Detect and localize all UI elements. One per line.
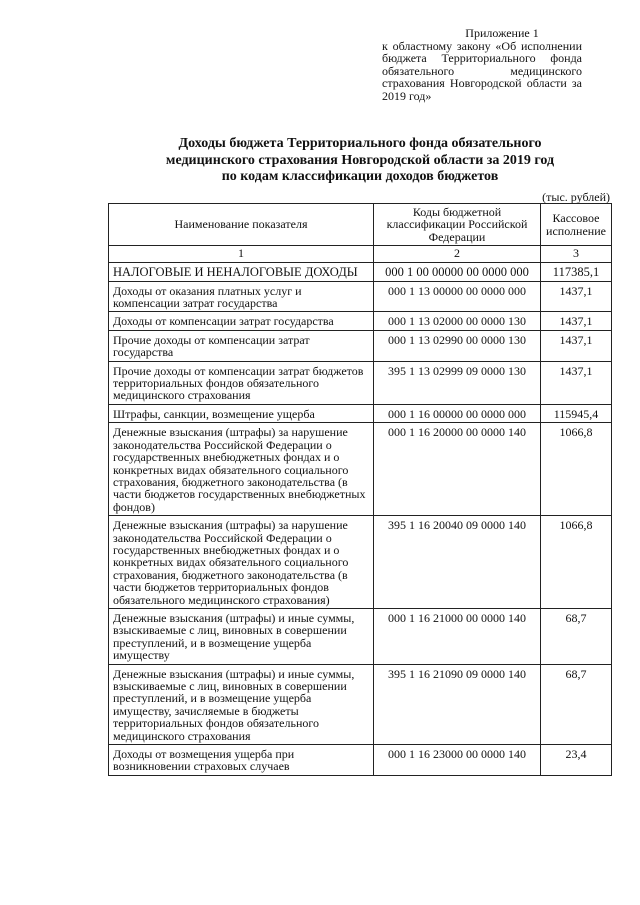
row-name: Доходы от возмещения ущерба при возникновении страховых случаев: [109, 745, 374, 776]
table-row: [109, 361, 612, 404]
table-row: [109, 423, 612, 516]
column-number-row: [109, 246, 612, 263]
row-code: 000 1 16 20000 00 0000 140: [374, 423, 541, 516]
row-code: 395 1 13 02999 09 0000 130: [374, 361, 541, 404]
appendix-block: [382, 27, 582, 102]
row-name: Прочие доходы от компенсации затрат бюджетов территориальных фондов обязательного медицинского страхования: [109, 361, 374, 404]
row-name: Денежные взыскания (штрафы) и иные суммы, взыскиваемые с лиц, виновных в совершении преступлений, и в возмещение ущерба имуществу, зачисляемые в бюджеты территориальных фондов обязательного медицинского страхования: [109, 664, 374, 744]
row-name: Денежные взыскания (штрафы) за нарушение законодательства Российской Федерации о государственных внебюджетных фондах и о конкретных видах обязательного социального страхования, бюджетного законодательства (в части бюджетов государственных внебюджетных фондов): [109, 423, 374, 516]
row-name: Штрафы, санкции, возмещение ущерба: [109, 404, 374, 422]
row-code: 000 1 16 23000 00 0000 140: [374, 745, 541, 776]
table-row: [109, 263, 612, 281]
row-name: Денежные взыскания (штрафы) за нарушение законодательства Российской Федерации о государственных внебюджетных фондах и о конкретных видах обязательного социального страхования, бюджетного законодательства (в части бюджетов территориальных фондов обязательного медицинского страхования): [109, 516, 374, 609]
row-value: 1437,1: [541, 312, 612, 330]
table-row: [109, 745, 612, 776]
row-code: 395 1 16 20040 09 0000 140: [374, 516, 541, 609]
appendix-title: Приложение 1: [465, 26, 539, 40]
row-value: 1066,8: [541, 423, 612, 516]
row-value: 1437,1: [541, 361, 612, 404]
column-number: 2: [374, 246, 541, 263]
header-value: Кассовое исполнение: [541, 204, 612, 246]
row-code: 000 1 13 02000 00 0000 130: [374, 312, 541, 330]
row-value: 117385,1: [541, 263, 612, 281]
title-line-2: медицинского страхования Новгородской области за 2019 год: [165, 152, 555, 168]
column-number: 1: [109, 246, 374, 263]
row-name: НАЛОГОВЫЕ И НЕНАЛОГОВЫЕ ДОХОДЫ: [109, 263, 374, 281]
row-code: 000 1 16 00000 00 0000 000: [374, 404, 541, 422]
row-value: 1066,8: [541, 516, 612, 609]
table-row: [109, 312, 612, 330]
table-row: [109, 608, 612, 664]
row-name: Доходы от оказания платных услуг и компенсации затрат государства: [109, 281, 374, 312]
table-row: [109, 330, 612, 361]
row-name: Денежные взыскания (штрафы) и иные суммы, взыскиваемые с лиц, виновных в совершении преступлений, и в возмещение ущерба имуществу: [109, 608, 374, 664]
header-code: Коды бюджетной классификации Российской Федерации: [374, 204, 541, 246]
appendix-text: к областному закону «Об исполнении бюджета Территориального фонда обязательного медицинского страхования Новгородской области за 2019 год»: [382, 38, 582, 103]
row-name: Доходы от компенсации затрат государства: [109, 312, 374, 330]
row-name: Прочие доходы от компенсации затрат государства: [109, 330, 374, 361]
table-row: [109, 516, 612, 609]
row-code: 000 1 13 02990 00 0000 130: [374, 330, 541, 361]
title-line-3: по кодам классификации доходов бюджетов: [221, 169, 499, 184]
row-value: 68,7: [541, 664, 612, 744]
header-name: Наименование показателя: [109, 204, 374, 246]
table-row: [109, 281, 612, 312]
document-title: [110, 136, 610, 186]
row-value: 68,7: [541, 608, 612, 664]
row-value: 1437,1: [541, 330, 612, 361]
row-value: 1437,1: [541, 281, 612, 312]
row-value: 23,4: [541, 745, 612, 776]
income-table: [108, 203, 612, 776]
row-code: 000 1 13 00000 00 0000 000: [374, 281, 541, 312]
table-header-row: [109, 204, 612, 246]
table-row: [109, 664, 612, 744]
table-row: [109, 404, 612, 422]
row-code: 395 1 16 21090 09 0000 140: [374, 664, 541, 744]
title-line-1: Доходы бюджета Территориального фонда обязательного: [178, 136, 542, 151]
row-value: 115945,4: [541, 404, 612, 422]
column-number: 3: [541, 246, 612, 263]
units-label: (тыс. рублей): [542, 190, 610, 204]
row-code: 000 1 00 00000 00 0000 000: [374, 263, 541, 281]
row-code: 000 1 16 21000 00 0000 140: [374, 608, 541, 664]
